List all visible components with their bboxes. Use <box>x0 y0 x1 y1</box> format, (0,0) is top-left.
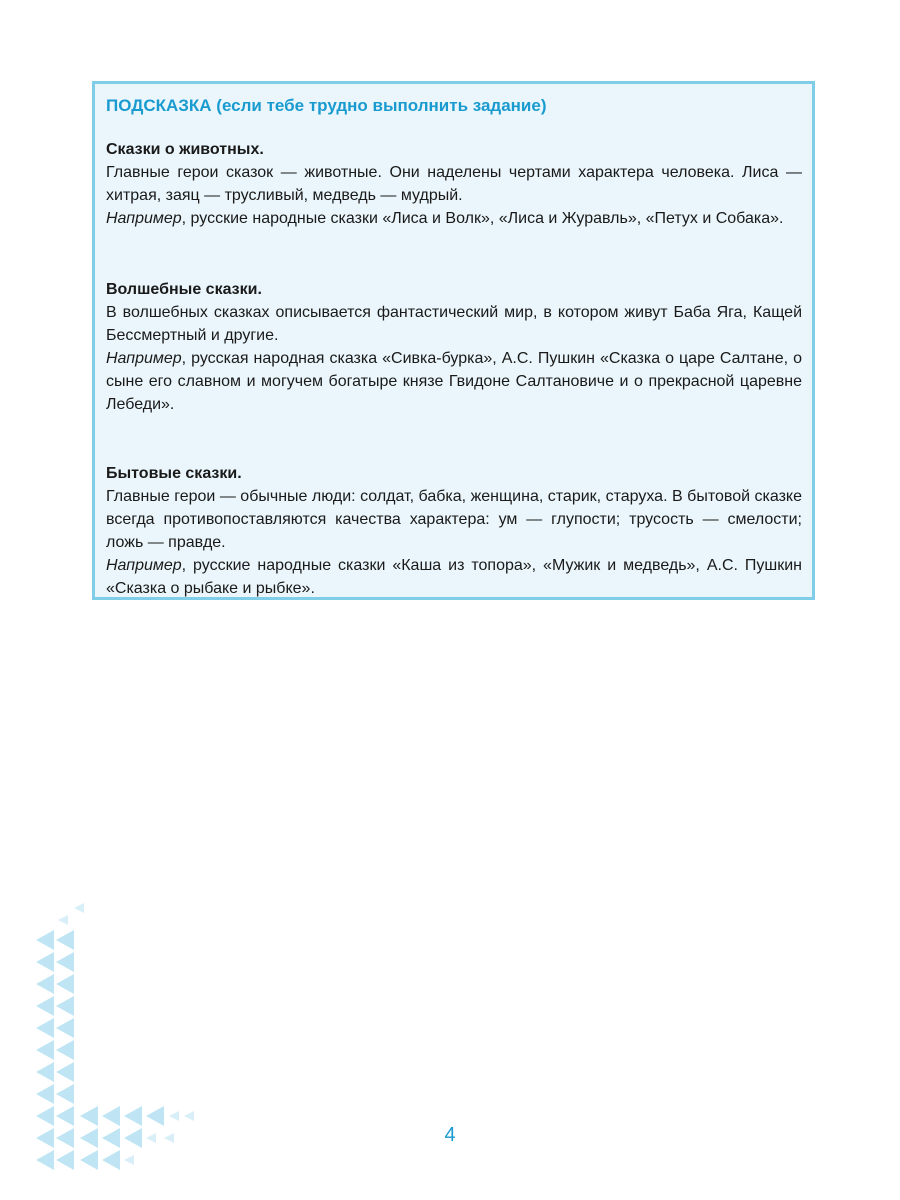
text-line: Главные герои сказок — животные. Они наделены чертами характера человека. Лиса — <box>106 164 802 181</box>
example-text: , русская народная сказка «Сивка-бурка», А.С. Пушкин «Сказка о царе Салтане, о сыне его славном и могучем богатыре князе Гвидоне Салтановиче и о прекрасной царевне Лебеди». <box>106 350 802 413</box>
hint-box <box>92 81 815 600</box>
text-line: хитрая, заяц — трусливый, медведь — мудрый. <box>106 187 463 204</box>
example-label: Например <box>106 350 182 367</box>
section-magic-tales <box>106 278 802 416</box>
section-heading: Бытовые сказки. <box>106 465 242 482</box>
section-text <box>106 301 802 347</box>
section-heading: Волшебные сказки. <box>106 281 262 298</box>
section-heading: Сказки о животных. <box>106 141 264 158</box>
example-text: , русские народные сказки «Лиса и Волк», «Лиса и Журавль», «Петух и Собака». <box>181 210 784 227</box>
section-example <box>106 554 802 600</box>
hint-title: ПОДСКАЗКА (если тебе трудно выполнить задание) <box>106 96 547 115</box>
section-animal-tales <box>106 138 802 230</box>
section-text <box>106 161 802 207</box>
example-label: Например <box>106 210 182 227</box>
page-number: 4 <box>444 1124 456 1146</box>
section-everyday-tales <box>106 462 802 600</box>
section-text <box>106 485 802 554</box>
text-line: В волшебных сказках описывается фантастический мир, в котором живут Баба Яга, <box>106 304 747 321</box>
section-example <box>106 207 802 230</box>
example-label: Например <box>106 557 182 574</box>
text-line: Кащей Бессмертный и другие. <box>106 304 803 344</box>
example-text: , русские народные сказки «Каша из топора», «Мужик и медведь», А.С. Пушкин «Сказка о рыбаке и рыбке». <box>106 557 802 597</box>
section-example <box>106 347 802 416</box>
text-line: Главные герои — обычные люди: солдат, бабка, женщина, старик, старуха. В бытовой сказке всегда противопоставляются качества характера: ум — глупости; трусость — смелости; ложь — правде. <box>106 488 802 551</box>
